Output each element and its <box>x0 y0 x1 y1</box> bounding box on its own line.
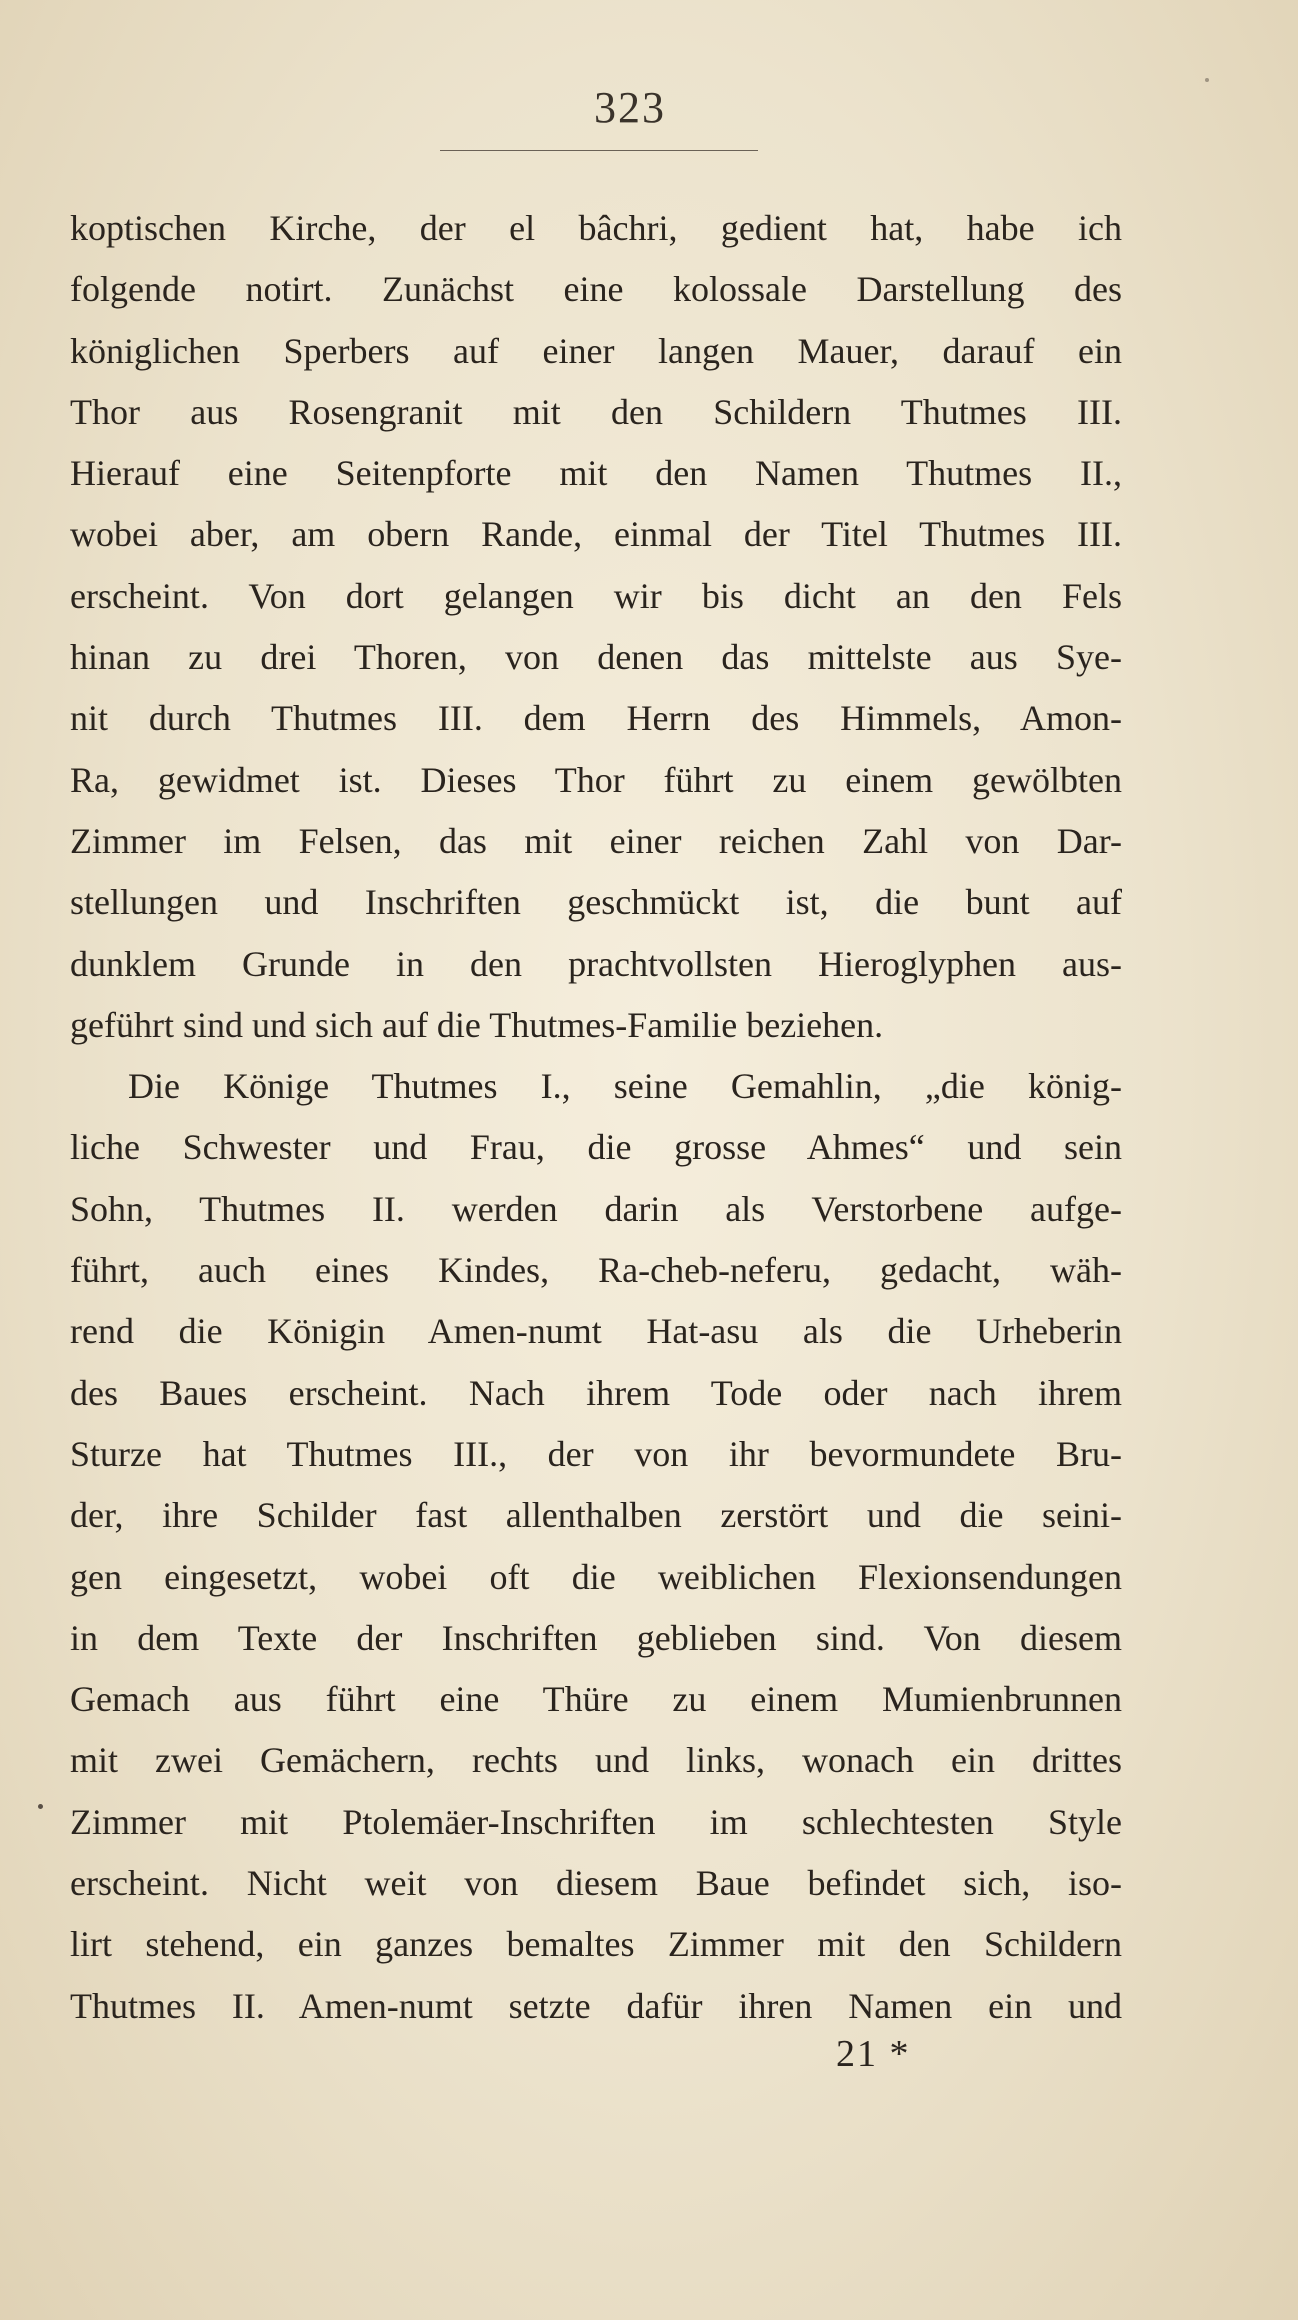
text-line: geführt sind und sich auf die Thutmes-Familie beziehen. <box>70 1004 884 1045</box>
body-text <box>70 198 1122 2037</box>
header-rule <box>440 150 758 151</box>
text-line: Gemach aus führt eine Thüre zu einem Mumienbrunnen <box>70 1679 1122 1720</box>
text-line: des Baues erscheint. Nach ihrem Tode oder nach ihrem <box>70 1372 1122 1413</box>
text-line: Zimmer mit Ptolemäer-Inschriften im schlechtesten Style <box>70 1801 1122 1842</box>
text-line: Sohn, Thutmes II. werden darin als Verstorbene aufge- <box>70 1188 1122 1229</box>
text-line: Zimmer im Felsen, das mit einer reichen Zahl von Dar- <box>70 820 1122 861</box>
paragraph-start-line: Die Könige Thutmes I., seine Gemahlin, „die könig- <box>128 1066 1122 1107</box>
text-line: folgende notirt. Zunächst eine kolossale Darstellung des <box>70 269 1122 310</box>
margin-speck <box>1205 78 1209 82</box>
text-line: liche Schwester und Frau, die grosse Ahmes“ und sein <box>70 1127 1122 1168</box>
page-number: 323 <box>594 83 666 132</box>
text-line: wobei aber, am obern Rande, einmal der Titel Thutmes III. <box>70 514 1122 555</box>
text-line: der, ihre Schilder fast allenthalben zerstört und die seini- <box>70 1495 1122 1536</box>
text-line: nit durch Thutmes III. dem Herrn des Himmels, Amon- <box>70 698 1122 739</box>
text-line: stellungen und Inschriften geschmückt ist, die bunt auf <box>70 882 1122 923</box>
text-line: Thor aus Rosengranit mit den Schildern Thutmes III. <box>70 391 1122 432</box>
text-line: erscheint. Von dort gelangen wir bis dicht an den Fels <box>70 575 1122 616</box>
text-line: rend die Königin Amen-numt Hat-asu als die Urheberin <box>70 1311 1122 1352</box>
text-line: lirt stehend, ein ganzes bemaltes Zimmer mit den Schildern <box>70 1924 1122 1965</box>
margin-speck <box>38 1804 43 1809</box>
text-line: Sturze hat Thutmes III., der von ihr bevormundete Bru- <box>70 1433 1122 1474</box>
text-line: koptischen Kirche, der el bâchri, gedient hat, habe ich <box>70 208 1122 248</box>
text-line: in dem Texte der Inschriften geblieben sind. Von diesem <box>70 1617 1122 1658</box>
text-line: Ra, gewidmet ist. Dieses Thor führt zu einem gewölbten <box>70 759 1122 800</box>
text-line: dunklem Grunde in den prachtvollsten Hieroglyphen aus- <box>70 943 1122 984</box>
text-line: erscheint. Nicht weit von diesem Baue befindet sich, iso- <box>70 1863 1122 1904</box>
text-line: Hierauf eine Seitenpforte mit den Namen Thutmes II., <box>70 453 1122 494</box>
text-line: hinan zu drei Thoren, von denen das mittelste aus Sye- <box>70 637 1122 678</box>
text-line: Thutmes II. Amen-numt setzte dafür ihren Namen ein und <box>70 1985 1122 2026</box>
text-line: gen eingesetzt, wobei oft die weiblichen Flexionsendungen <box>70 1556 1122 1597</box>
text-line: königlichen Sperbers auf einer langen Mauer, darauf ein <box>70 330 1122 371</box>
signature-mark: 21 * <box>836 2033 911 2075</box>
text-line: führt, auch eines Kindes, Ra-cheb-neferu, gedacht, wäh- <box>70 1250 1122 1291</box>
text-line: mit zwei Gemächern, rechts und links, wonach ein drittes <box>70 1740 1122 1781</box>
